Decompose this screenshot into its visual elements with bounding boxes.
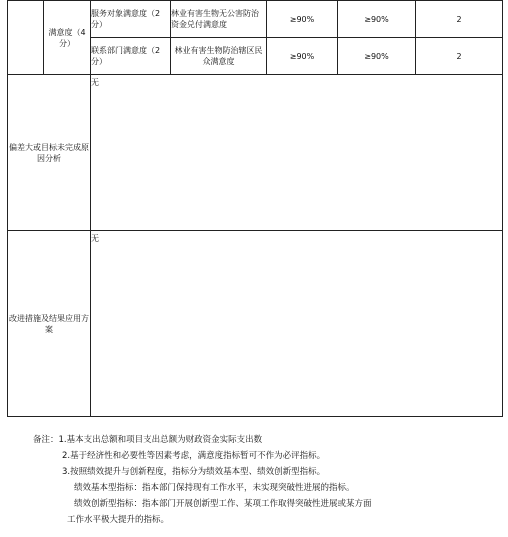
- notes-text: 1.基本支出总额和项目支出总额为财政资金实际支出数: [58, 435, 263, 445]
- actual-cell: ≥90%: [338, 38, 416, 75]
- notes-block: [33, 432, 503, 528]
- improvement-label-cell: 改进措施及结果应用方案: [8, 231, 91, 417]
- target-cell: ≥90%: [267, 38, 338, 75]
- table-row: [8, 75, 503, 231]
- score-cell: 2: [416, 38, 503, 75]
- notes-line: 绩效创新型指标：指本部门开展创新型工作、某项工作取得突破性进展或某方面: [74, 499, 372, 509]
- table-row: [8, 231, 503, 417]
- item-cell: 林业有害生物无公害防治资金兑付满意度: [171, 1, 267, 38]
- blank-cell: [8, 1, 44, 75]
- improvement-value-cell: 无: [91, 231, 503, 417]
- indicator-cell: 联系部门满意度（2分）: [91, 38, 171, 75]
- indicator-cell: 服务对象满意度（2分）: [91, 1, 171, 38]
- table-row: [8, 1, 503, 38]
- deviation-value-cell: 无: [91, 75, 503, 231]
- score-cell: 2: [416, 1, 503, 38]
- performance-table: [7, 0, 503, 417]
- notes-line: 2.基于经济性和必要性等因素考虑，满意度指标暂可不作为必评指标。: [62, 451, 326, 461]
- item-cell: 林业有害生物防治辖区民众满意度: [171, 38, 267, 75]
- notes-line: 工作水平极大提升的指标。: [67, 515, 170, 525]
- satisfaction-header-cell: 满意度（4分）: [44, 1, 91, 75]
- notes-line: [33, 432, 503, 448]
- notes-line: 绩效基本型指标：指本部门保持现有工作水平，未实现突破性进展的指标。: [74, 483, 355, 493]
- target-cell: ≥90%: [267, 1, 338, 38]
- deviation-label-cell: 偏差大或目标未完成原因分析: [8, 75, 91, 231]
- notes-prefix: 备注：: [33, 435, 59, 445]
- actual-cell: ≥90%: [338, 1, 416, 38]
- notes-line: 3.按照绩效提升与创新程度，指标分为绩效基本型、绩效创新型指标。: [62, 467, 326, 477]
